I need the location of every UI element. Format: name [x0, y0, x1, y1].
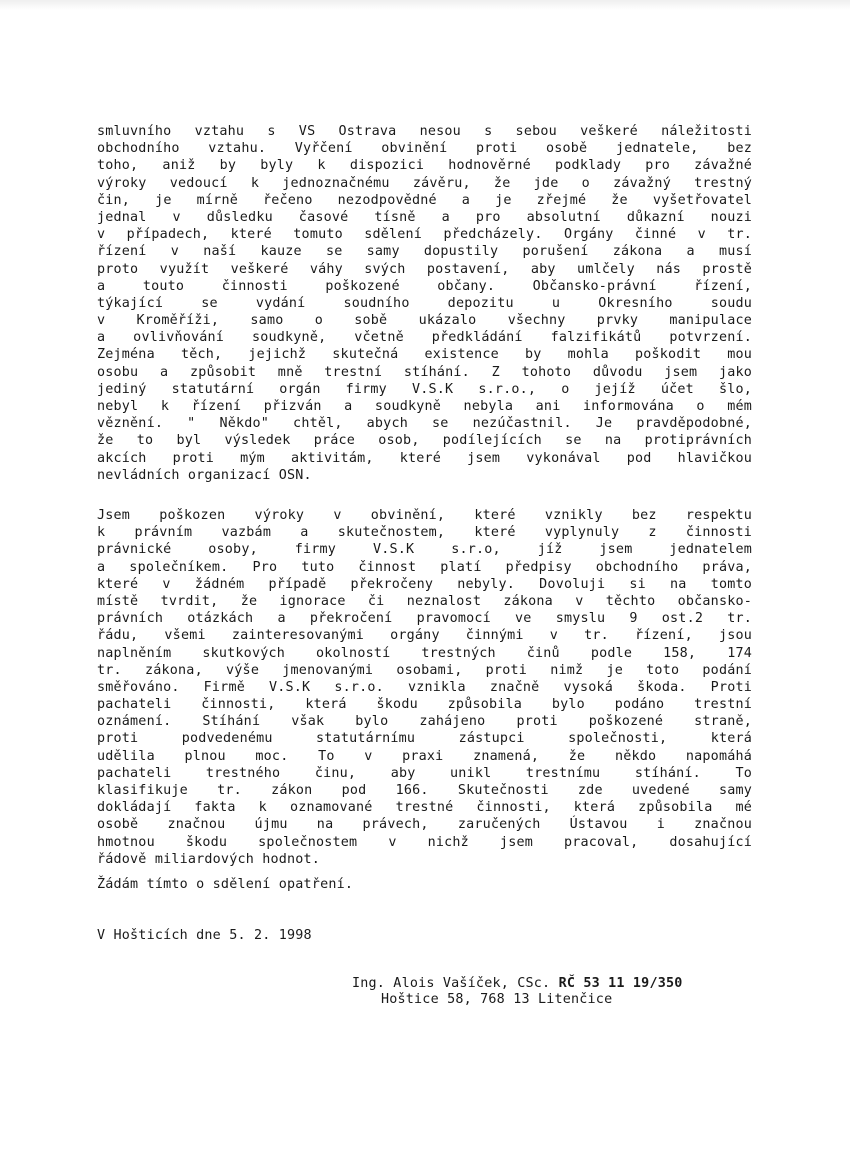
signature-name-line [352, 975, 683, 992]
paragraph-2-line: a společníkem. Pro tuto činnost platí předpisy obchodního práva, [97, 559, 752, 575]
place-date: V Hošticích dne 5. 2. 1998 [97, 928, 312, 943]
paragraph-2-line: pachateli trestného činu, aby unikl trestnímu stíhání. To [97, 765, 752, 781]
paragraph-1-line: Zejména těch, jejichž skutečná existence by mohla poškodit mou [97, 347, 752, 363]
paragraph-1-line: proto využít veškeré váhy svých postavení, aby umlčely nás prostě [97, 261, 752, 277]
paragraph-2-line: řádu, všemi zainteresovanými orgány činnými v tr. řízení, jsou [97, 628, 752, 644]
paragraph-1-line: týkající se vydání soudního depozitu u Okresního soudu [97, 295, 752, 311]
paragraph-1 [97, 123, 752, 484]
paragraph-1-line: že to byl výsledek práce osob, podílejících se na protiprávních [97, 433, 752, 449]
paragraph-1-line: čin, je mírně řečeno nezodpovědné a je zřejmé že vyšetřovatel [97, 192, 752, 208]
paragraph-2-line: právnické osoby, firmy V.S.K s.r.o, jíž jsem jednatelem [97, 542, 752, 558]
paragraph-2-line: dokládají fakta k oznamované trestné činnosti, která způsobila mé [97, 800, 752, 816]
paragraph-2-line: osobě značnou újmu na právech, zaručených Ústavou i značnou [97, 817, 752, 833]
paragraph-1-line: toho, aniž by byly k dispozici hodnověrné podklady pro závažné [97, 158, 752, 174]
paragraph-2-line: udělila plnou moc. To v praxi znamená, že někdo napomáhá [97, 748, 752, 764]
paragraph-2-line: směřováno. Firmě V.S.K s.r.o. vznikla značně vysoká škoda. Proti [97, 679, 752, 695]
paragraph-2-line: k právním vazbám a skutečnostem, které vyplynuly z činnosti [97, 525, 752, 541]
paragraph-1-line: jediný statutární orgán firmy V.S.K s.r.o., o jejíž účet šlo, [97, 381, 752, 397]
paragraph-2-line: místě tvrdit, že ignorace či neznalost zákona v těchto občansko- [97, 593, 752, 609]
paragraph-2-line: hmotnou škodu společnostem v nichž jsem pracoval, dosahující [97, 834, 752, 850]
paragraph-2-line: proti podvedenému statutárnímu zástupci společnosti, která [97, 731, 752, 747]
paragraph-2 [97, 507, 752, 868]
paragraph-2-line: pachateli činnosti, která škodu způsobila bylo podáno trestní [97, 697, 752, 713]
paragraph-1-line: osobu a způsobit mně trestní stíhání. Z tohoto důvodu jsem jako [97, 364, 752, 380]
paragraph-1-line: v Kroměříži, samo o sobě ukázalo všechny prvky manipulace [97, 313, 752, 329]
paragraph-2-line: které v žádném případě překročeny nebyly. Dovoluji si na tomto [97, 576, 752, 592]
paragraph-1-line: a ovlivňování soudkyně, včetně předkládání falzifikátů potvrzení. [97, 330, 752, 346]
signature-address: Hoštice 58, 768 13 Litenčice [381, 992, 613, 1007]
paragraph-1-line: řízení v naší kauze se samy dopustily porušení zákona a musí [97, 244, 752, 260]
scan-edge [0, 0, 850, 10]
paragraph-1-line: smluvního vztahu s VS Ostrava nesou s sebou veškeré náležitosti [97, 124, 752, 139]
request-line: Žádám tímto o sdělení opatření. [97, 877, 354, 892]
paragraph-1-line: výroky vedoucí k jednoznačnému závěru, že jde o závažný trestný [97, 175, 752, 191]
paragraph-2-line: řádově miliardových hodnot. [97, 851, 321, 867]
signature-rc: RČ 53 11 19/350 [558, 976, 683, 991]
paragraph-2-line: naplněním skutkových okolností trestných činů podle 158, 174 [97, 645, 752, 661]
paragraph-1-line: akcích proti mým aktivitám, které jsem vykonával pod hlavičkou [97, 450, 752, 466]
paragraph-1-line: jednal v důsledku časové tísně a pro absolutní důkazní nouzi [97, 209, 752, 225]
paragraph-1-line: a touto činnosti poškozené občany. Občansko-právní řízení, [97, 278, 752, 294]
signature-name: Ing. Alois Vašíček, CSc. [352, 976, 551, 991]
paragraph-1-line: věznění. " Někdo" chtěl, abych se nezúčastnil. Je pravděpodobné, [97, 416, 752, 432]
paragraph-1-line: v případech, které tomuto sdělení předcházely. Orgány činné v tr. [97, 227, 752, 243]
paragraph-2-line: klasifikuje tr. zákon pod 166. Skutečnosti zde uvedené samy [97, 783, 752, 798]
paragraph-2-line: právních otázkách a překročení pravomocí ve smyslu 9 ost.2 tr. [97, 611, 752, 627]
paragraph-2-line: oznámení. Stíhání však bylo zahájeno proti poškozené straně, [97, 714, 752, 730]
paragraph-1-line: obchodního vztahu. Vyřčení obvinění proti osobě jednatele, bez [97, 141, 752, 157]
paragraph-2-line: Jsem poškozen výroky v obvinění, které vznikly bez respektu [97, 508, 752, 523]
paragraph-1-line: nebyl k řízení přizván a soudkyně nebyla ani informována o mém [97, 399, 752, 414]
paragraph-1-line: nevládních organizací OSN. [97, 467, 312, 483]
paragraph-2-line: tr. zákona, výše jmenovanými osobami, proti nimž je toto podání [97, 662, 752, 678]
